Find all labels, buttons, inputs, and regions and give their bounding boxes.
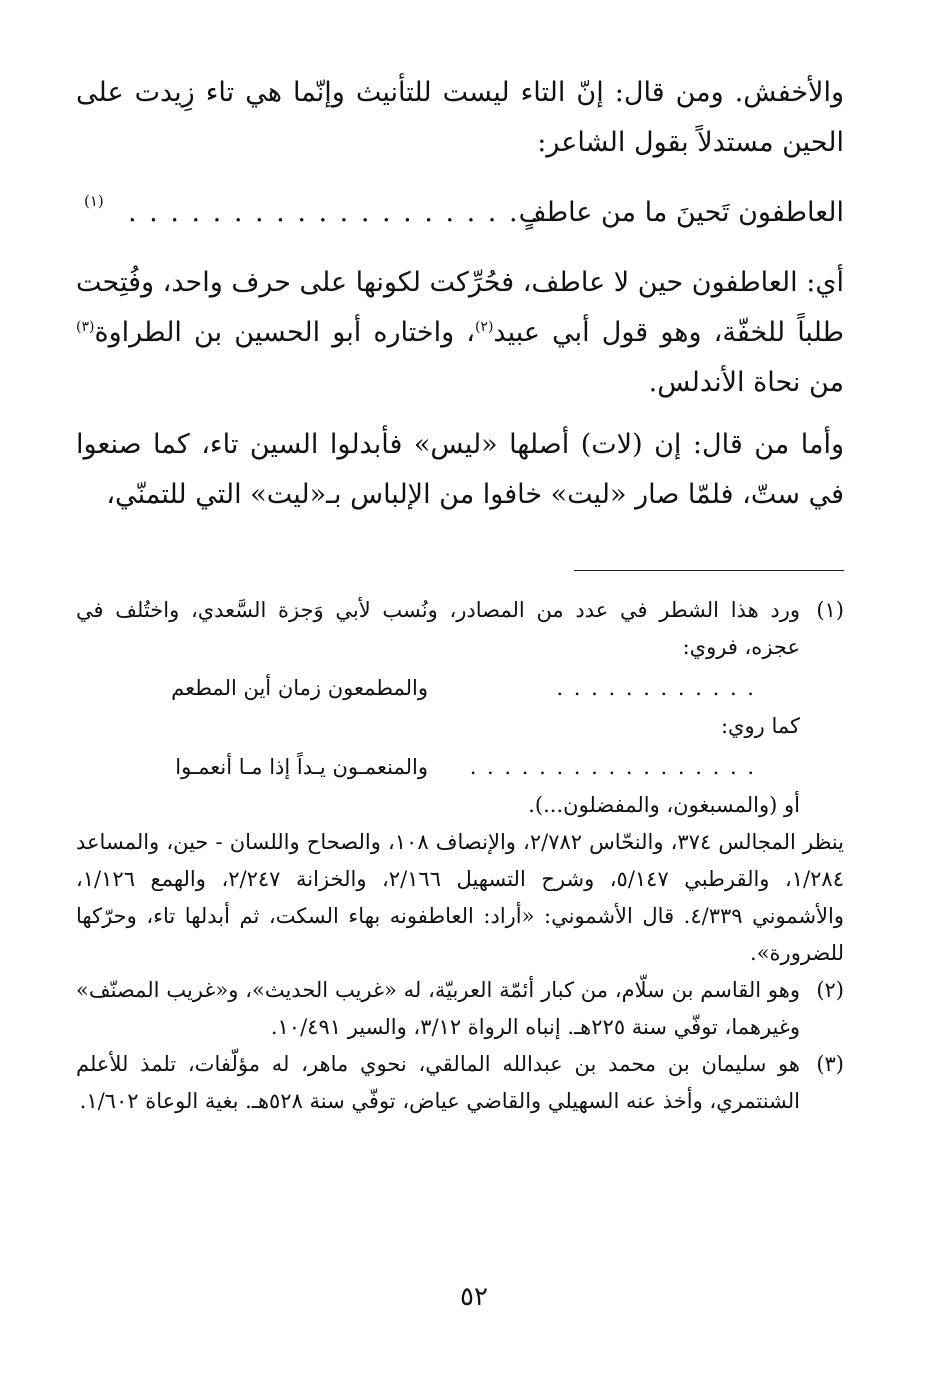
footnote-3 xyxy=(76,1046,844,1120)
footnote-ref-3: (٣) xyxy=(76,319,95,335)
paragraph-2 xyxy=(76,258,844,408)
footnotes xyxy=(76,592,844,1120)
footnote-1-verse-2-text: والمنعمـون يـداً إذا مـا أنعمـوا xyxy=(175,755,428,779)
footnote-ref-2: (٢) xyxy=(474,319,494,335)
paragraph-3: وأما من قال: إن (لات) أصلها «ليس» فأبدلوا السين تاء، كما صنعوا في ستّ، فلمّا صار «ليت» خافوا من الإلباس بـ«ليت» التي للتمنّي، xyxy=(76,429,844,510)
footnote-1-verse-1 xyxy=(76,666,844,708)
footnote-2 xyxy=(76,972,844,1046)
footnote-1-verse-2 xyxy=(76,745,844,787)
footnote-1 xyxy=(76,592,844,972)
footnote-1-verse-1-dots: . . . . . . . . . . . . xyxy=(556,676,756,700)
paragraph-2-part-3: من نحاة الأندلس. xyxy=(648,367,844,398)
page-number: ٥٢ xyxy=(460,1282,488,1312)
footnote-2-number: (٢) xyxy=(816,978,844,1002)
footnote-1-kama-ruwi: كما روي: xyxy=(720,714,800,738)
footnote-1-verse-2-dots: . . . . . . . . . . . . . . . . . xyxy=(469,755,756,779)
footnote-3-number: (٣) xyxy=(816,1052,844,1076)
verse-ellipsis: . . . . . . . . . . . . . . . . . . . . xyxy=(128,197,541,228)
footnote-ref-1: (١) xyxy=(84,192,104,210)
footnote-1-alt: أو (والمسبغون، والمفضلون...). xyxy=(528,793,800,817)
footnote-1-intro: ورد هذا الشطر في عدد من المصادر، ونُسب لأبي وَجزة السَّعدي، واختُلف في عجزه، فروي: xyxy=(76,598,800,659)
footnote-1-sources: ينظر المجالس ٣٧٤، والنحّاس ٢/٧٨٢، والإنصاف ١٠٨، والصحاح واللسان - حين، والمساعد ١/٢٨٤، والقرطبي ٥/١٤٧، وشرح التسهيل ٢/١٦٦، والخزانة ٢/٢٤٧، والهمع ١/١٢٦، والأشموني ٤/٣٣٩. قال الأشموني: «أراد: العاطفونه بهاء السكت، ثم أبدلها تاء، وحرّكها للضرورة». xyxy=(76,830,844,965)
footnote-1-number: (١) xyxy=(816,598,844,622)
footnote-2-text: وهو القاسم بن سلّام، من كبار أئمّة العربيّة، له «غريب الحديث»، و«غريب المصنّف» وغيرهما، توفّي سنة ٢٢٥هـ. إنباه الرواة ٣/١٢، والسير ١٠/٤٩١. xyxy=(76,978,800,1039)
footnote-1-verse-1-text: والمطمعون زمان أين المطعم xyxy=(171,676,428,700)
paragraph-2-part-1: أي: العاطفون حين لا عاطف، فحُرِّكت لكونها على حرف واحد، وفُتِحت طلباً للخفّة، وهو قول أبي عبيد xyxy=(76,267,844,348)
footnote-3-text: هو سليمان بن محمد بن عبدالله المالقي، نحوي ماهر، له مؤلّفات، تلمذ للأعلم الشنتمري، وأخذ عنه السهيلي والقاضي عياض، توفّي سنة ٥٢٨هـ. بغية الوعاة ١/٦٠٢. xyxy=(76,1052,800,1113)
paragraph-2-part-2: ، واختاره أبو الحسين بن الطراوة xyxy=(94,317,475,348)
verse-hemistich: العاطفون تَحينَ ما من عاطفٍ xyxy=(518,197,844,228)
footnote-divider xyxy=(574,570,844,571)
verse-line xyxy=(76,188,844,238)
paragraph-1: والأخفش. ومن قال: إنّ التاء ليست للتأنيث وإنّما هي تاء زِيدت على الحين مستدلاً بقول الشاعر: xyxy=(76,77,844,158)
